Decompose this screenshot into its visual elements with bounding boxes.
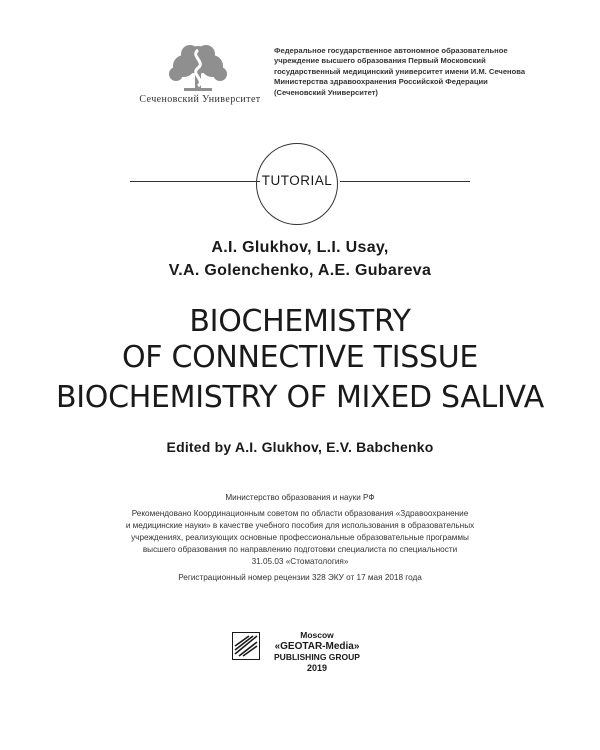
recommendation-line: высшего образования по направлению подготовки специалиста по специальности (142, 545, 458, 554)
authors-line: V.A. Golenchenko, A.E. Gubareva (168, 262, 432, 279)
tree-logo-icon (162, 42, 234, 94)
title-line: OF CONNECTIVE TISSUE (121, 340, 479, 375)
institution-line: (Сеченовский Университет) (274, 87, 378, 97)
approval-block (0, 492, 600, 584)
divider-right (340, 181, 470, 182)
registration-line: Регистрационный номер рецензии 328 ЭКУ от 17 мая 2018 года (178, 573, 422, 582)
title-line: BIOCHEMISTRY OF MIXED SALIVA (55, 380, 545, 415)
recommendation-line: учреждениях, реализующих основные профессиональные образовательные программы (131, 533, 469, 542)
publisher-group: PUBLISHING GROUP (274, 652, 360, 662)
recommendation-line: Рекомендовано Координационным советом по области образования «Здравоохранение (131, 509, 469, 518)
tutorial-badge-label: TUTORIAL (261, 173, 333, 188)
university-logo-caption: Сеченовский Университет (139, 94, 261, 105)
institution-line: государственный медицинский университет имени И.М. Сеченова (274, 66, 526, 76)
divider-left (130, 181, 260, 182)
publisher-block (262, 630, 372, 674)
institution-line: учреждение высшего образования Первый Московский (274, 56, 486, 66)
editors: Edited by A.I. Glukhov, E.V. Babchenko (166, 439, 434, 455)
tutorial-badge (256, 143, 338, 225)
ministry-line: Министерство образования и науки РФ (225, 493, 375, 502)
authors-line: A.I. Glukhov, L.I. Usay, (211, 239, 389, 256)
institution-name (274, 46, 526, 98)
publication-year: 2019 (306, 663, 328, 673)
recommendation-line: и медицинские науки» в качестве учебного пособия для использования в образовательных (125, 521, 475, 530)
publisher-logo-icon (232, 632, 260, 660)
recommendation-line: 31.05.03 «Стоматология» (251, 557, 349, 566)
book-title (0, 304, 600, 416)
publisher-city: Moscow (300, 630, 334, 640)
title-line: BIOCHEMISTRY (189, 304, 411, 339)
university-logo (130, 42, 270, 112)
institution-line: Министерства здравоохранения Российской Федерации (274, 77, 488, 87)
institution-line: Федеральное государственное автономное образовательное (274, 46, 508, 55)
authors (0, 236, 600, 282)
publisher-name: «GEOTAR-Media» (274, 641, 360, 652)
